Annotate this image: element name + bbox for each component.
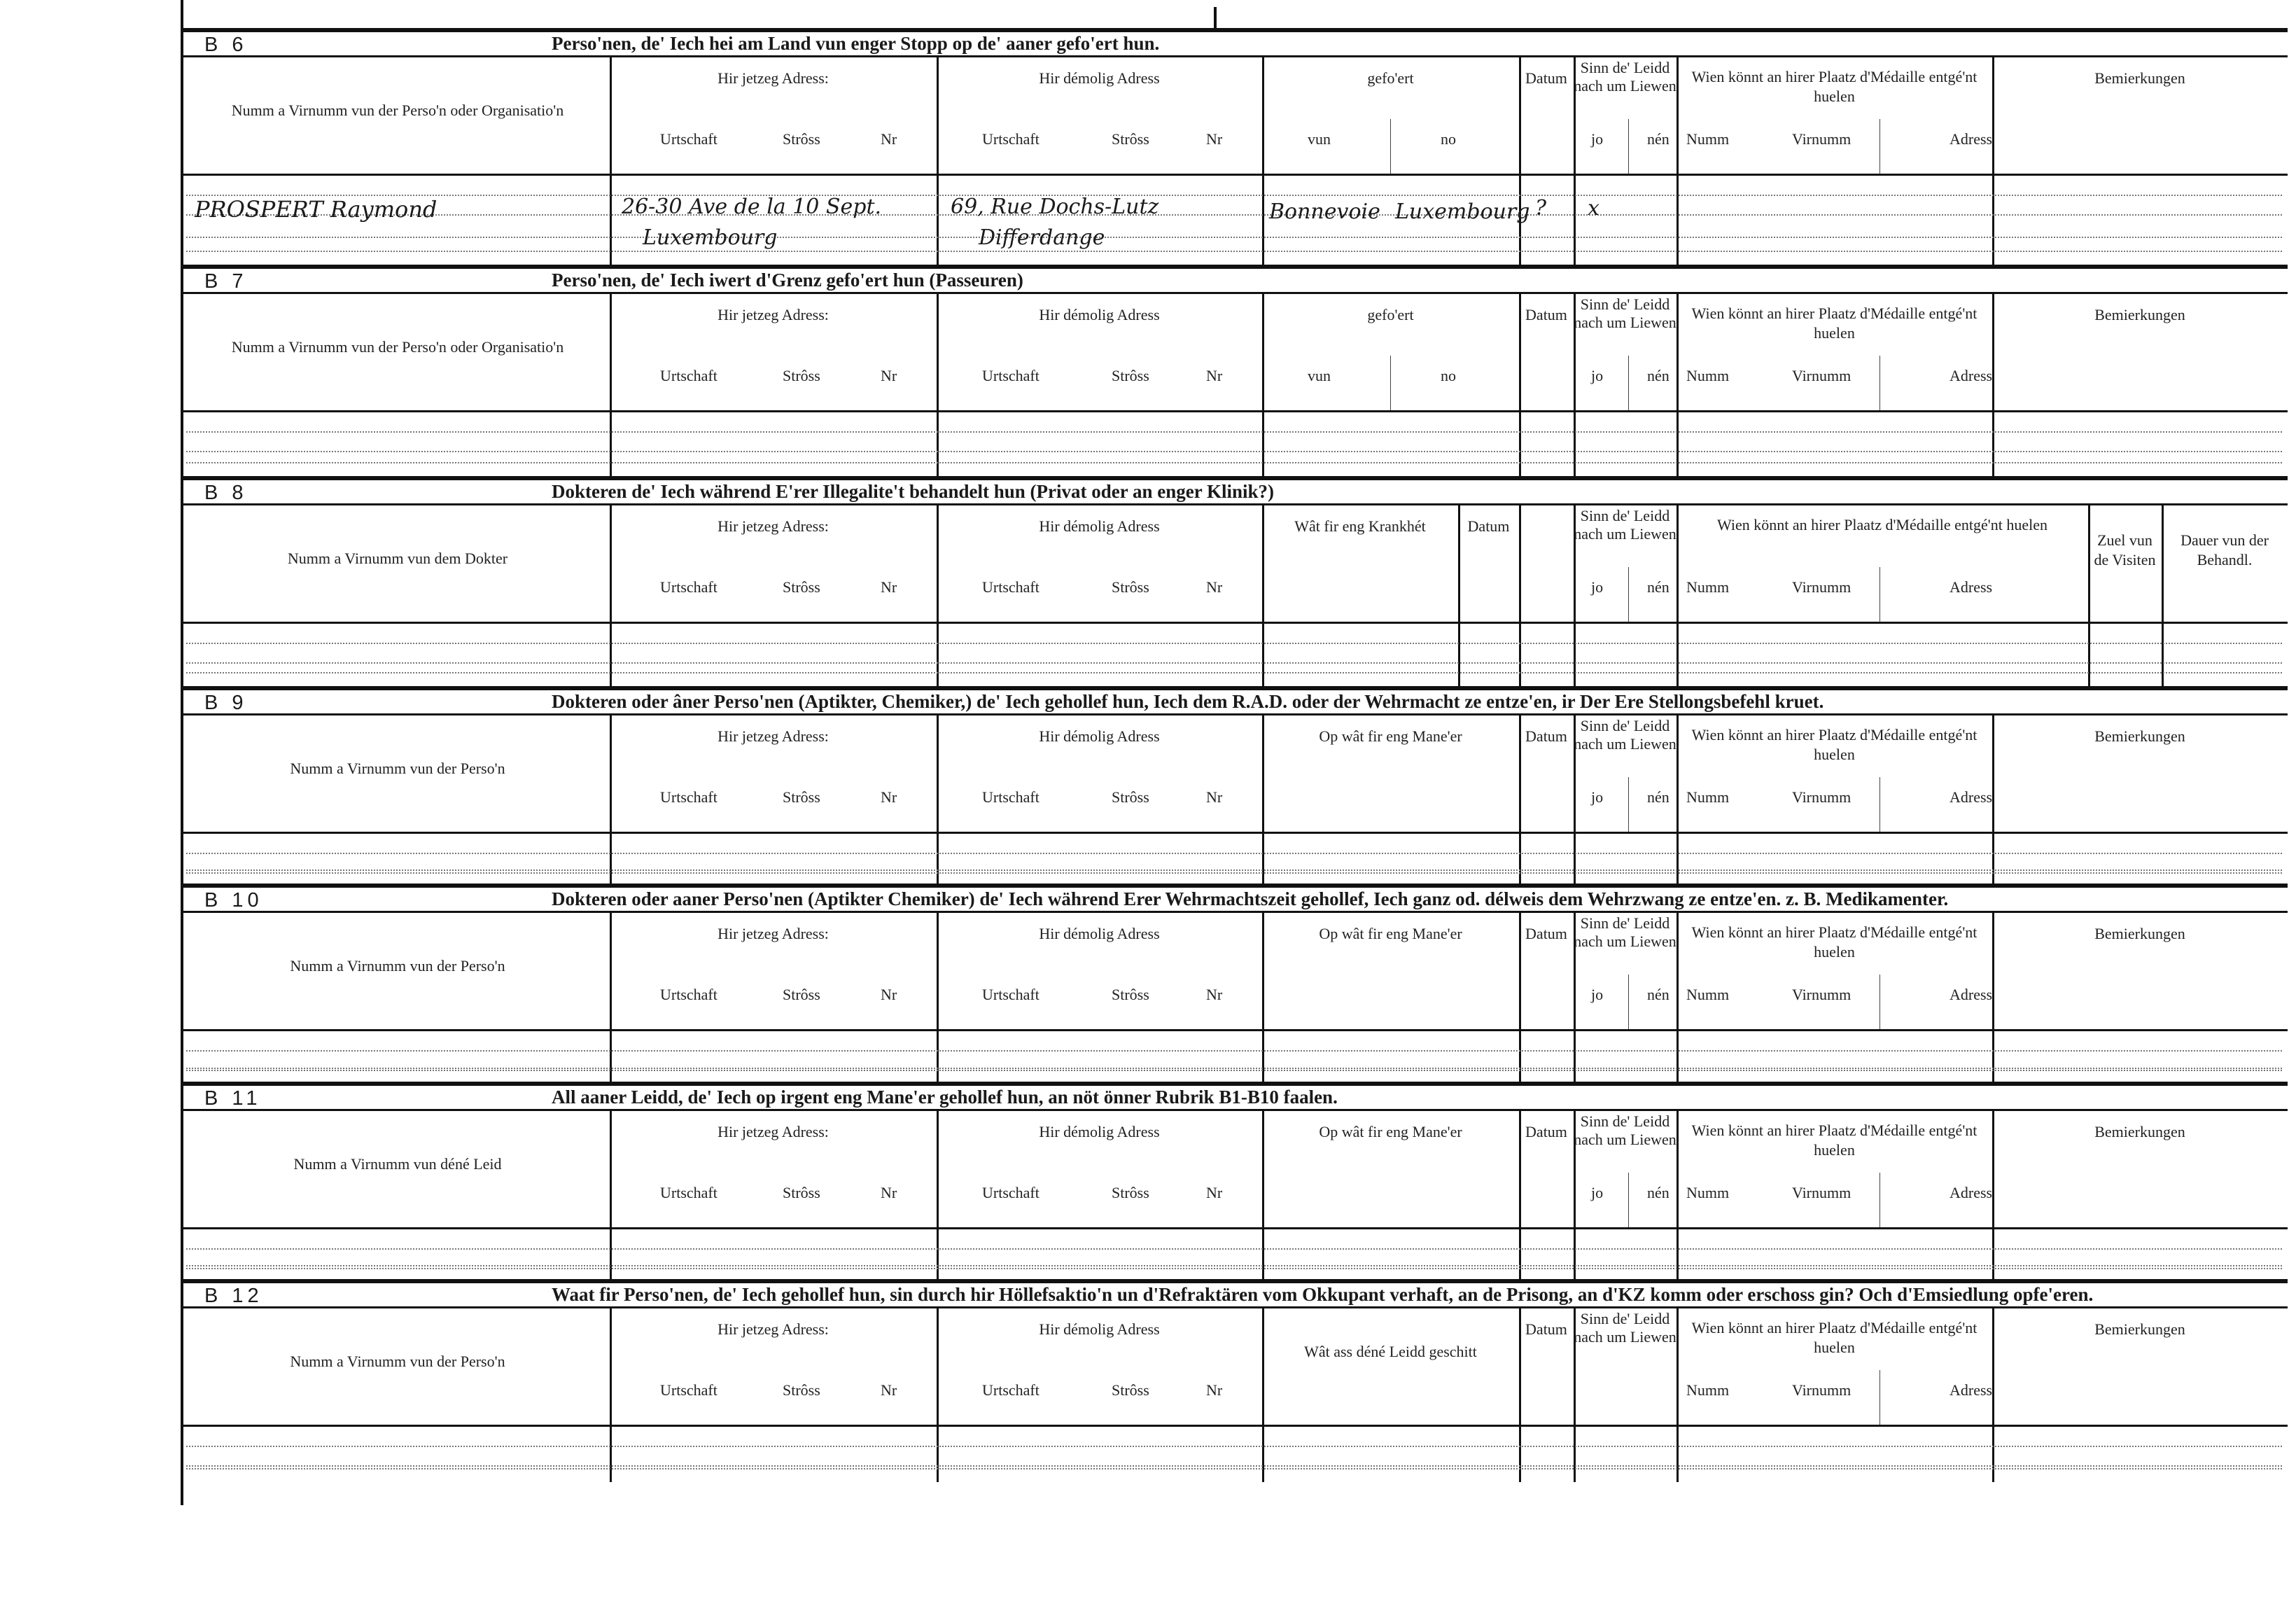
entry-line[interactable] (186, 462, 2282, 463)
subheader-nr: Nr (881, 788, 897, 806)
section-b9 (181, 686, 2288, 884)
subheader-divider (1628, 1173, 1629, 1227)
section-title: Perso'nen, de' Iech hei am Land vun enger Stopp op de' aaner gefo'ert hun. (552, 33, 1160, 54)
subheader-medal-address: Adress (1949, 367, 1993, 384)
subheader-locality: Urtschaft (660, 986, 718, 1003)
subheader-medal-address: Adress (1949, 578, 1993, 596)
subheader-street: Strôss (783, 367, 820, 384)
subheader-nr: Nr (1206, 1184, 1223, 1201)
header-divider (181, 622, 2288, 624)
column-header-date: Datum (1525, 306, 1567, 323)
header-divider (181, 410, 2288, 412)
column-header-former-address: Hir démolig Adress (1039, 925, 1160, 942)
column-header-medal: Wien könnt an hirer Plaatz d'Médaille entgé'nt huelen (1691, 1122, 1977, 1159)
subheader-from: vun (1308, 130, 1331, 148)
subheader-medal-name: Numm (1686, 578, 1730, 596)
entry-line[interactable] (186, 1265, 2282, 1266)
subheader-nr: Nr (881, 578, 897, 596)
entry-line[interactable] (186, 451, 2282, 452)
subheader-street: Strôss (783, 788, 820, 806)
entry-line[interactable] (186, 870, 2282, 871)
subheader-divider (1879, 777, 1880, 832)
subheader-no: nén (1647, 986, 1670, 1003)
subheader-medal-firstname: Virnumm (1792, 367, 1851, 384)
column-header-date: Datum (1525, 69, 1567, 87)
subheader-divider (1879, 975, 1880, 1029)
subheader-no: nén (1647, 130, 1670, 148)
column-header-current-address: Hir jetzeg Adress: (718, 727, 829, 745)
subheader-from: vun (1308, 367, 1331, 384)
subheader-locality: Urtschaft (660, 1184, 718, 1201)
section-header (181, 1082, 2288, 1111)
subheader-locality: Urtschaft (660, 578, 718, 596)
subheader-medal-firstname: Virnumm (1792, 788, 1851, 806)
column-header-medal: Wien könnt an hirer Plaatz d'Médaille entgé'nt huelen (1691, 305, 1977, 342)
subheader-locality: Urtschaft (660, 130, 718, 148)
handwritten-former-address[interactable]: 69, Rue Dochs-Lutz (951, 195, 1159, 219)
header-divider (181, 832, 2288, 834)
column-divider (1519, 57, 1521, 265)
column-header-name: Numm a Virnumm vun der Perso'n oder Organisatio'n (231, 102, 564, 119)
subheader-divider (1628, 567, 1629, 622)
entry-line[interactable] (186, 1070, 2282, 1071)
subheader-yes: jo (1591, 788, 1604, 806)
subheader-nr: Nr (881, 130, 897, 148)
handwritten-former-locality[interactable]: Differdange (979, 225, 1105, 250)
subheader-divider (1879, 1173, 1880, 1227)
subheader-street: Strôss (1112, 367, 1149, 384)
subheader-yes: jo (1591, 1184, 1604, 1201)
subheader-medal-name: Numm (1686, 788, 1730, 806)
entry-line[interactable] (186, 195, 2282, 196)
subheader-locality: Urtschaft (982, 986, 1040, 1003)
column-divider (1519, 505, 1521, 686)
section-header (181, 884, 2288, 913)
subheader-locality: Urtschaft (982, 1381, 1040, 1399)
entry-line[interactable] (186, 672, 2282, 673)
subheader-medal-address: Adress (1949, 986, 1993, 1003)
column-header-alive: Sinn de' Leidd nach um Liewen (1574, 1310, 1676, 1346)
entry-line[interactable] (186, 1468, 2282, 1469)
column-divider (1262, 1308, 1264, 1482)
header-divider (181, 1029, 2288, 1031)
header-divider (181, 174, 2288, 176)
section-header (181, 686, 2288, 715)
subheader-divider (1879, 119, 1880, 174)
column-header-alive: Sinn de' Leidd nach um Liewen (1574, 1112, 1676, 1148)
subheader-medal-name: Numm (1686, 367, 1730, 384)
subheader-medal-address: Adress (1949, 130, 1993, 148)
column-header-alive: Sinn de' Leidd nach um Liewen (1574, 295, 1676, 331)
section-title: Perso'nen, de' Iech iwert d'Grenz gefo'ert hun (Passeuren) (552, 270, 1023, 291)
entry-line[interactable] (186, 662, 2282, 664)
column-header-name: Numm a Virnumm vun der Perso'n (290, 1353, 505, 1370)
subheader-medal-firstname: Virnumm (1792, 578, 1851, 596)
section-title: Dokteren de' Iech während E'rer Illegalite't behandelt hun (Privat oder an enger Klinik?) (552, 481, 1275, 502)
column-header-medal: Wien könnt an hirer Plaatz d'Médaille entgé'nt huelen (1717, 516, 2047, 533)
subheader-divider (1628, 356, 1629, 410)
subheader-nr: Nr (881, 986, 897, 1003)
subheader-yes: jo (1591, 578, 1604, 596)
column-header-remarks: Bemierkungen (2094, 925, 2185, 942)
column-header-date: Datum (1467, 517, 1510, 535)
column-header-alive: Sinn de' Leidd nach um Liewen (1574, 59, 1676, 95)
subheader-locality: Urtschaft (982, 578, 1040, 596)
column-header-duration: Dauer vun der Behandl. (2180, 531, 2269, 568)
column-header-driven: gefo'ert (1367, 306, 1414, 323)
section-id: B 12 (204, 1285, 263, 1307)
handwritten-alive-yes[interactable]: x (1588, 196, 1600, 221)
subheader-street: Strôss (1112, 1184, 1149, 1201)
section-id: B 9 (204, 692, 248, 714)
subheader-locality: Urtschaft (660, 1381, 718, 1399)
column-header-date: Datum (1525, 1320, 1567, 1338)
subheader-street: Strôss (783, 130, 820, 148)
column-header-manner: Op wât fir eng Mane'er (1319, 727, 1462, 745)
column-header-name: Numm a Virnumm vun dem Dokter (287, 550, 508, 567)
subheader-divider (1390, 356, 1391, 410)
section-b10 (181, 884, 2288, 1082)
subheader-nr: Nr (1206, 788, 1223, 806)
subheader-yes: jo (1591, 986, 1604, 1003)
subheader-locality: Urtschaft (660, 367, 718, 384)
column-header-former-address: Hir démolig Adress (1039, 1320, 1160, 1338)
section-header (181, 28, 2288, 57)
subheader-divider (1628, 777, 1629, 832)
subheader-to: no (1441, 367, 1456, 384)
column-header-remarks: Bemierkungen (2094, 1123, 2185, 1140)
column-header-illness: Wât fir eng Krankhét (1294, 517, 1426, 535)
section-b11 (181, 1082, 2288, 1279)
column-header-name: Numm a Virnumm vun der Perso'n (290, 957, 505, 975)
column-header-medal: Wien könnt an hirer Plaatz d'Médaille entgé'nt huelen (1691, 923, 1977, 961)
subheader-nr: Nr (1206, 986, 1223, 1003)
subheader-street: Strôss (1112, 986, 1149, 1003)
subheader-no: nén (1647, 1184, 1670, 1201)
subheader-street: Strôss (1112, 788, 1149, 806)
section-title: Dokteren oder âner Perso'nen (Aptikter, Chemiker,) de' Iech gehollef hun, Iech dem R.A.D. oder der Wehrmacht ze entze'en, ir Der Ere Stellongsbefehl kruet. (552, 691, 1824, 712)
section-header (181, 1279, 2288, 1308)
subheader-medal-name: Numm (1686, 1184, 1730, 1201)
subheader-nr: Nr (1206, 130, 1223, 148)
subheader-divider (1628, 975, 1629, 1029)
header-divider (181, 1227, 2288, 1229)
subheader-divider (1879, 356, 1880, 410)
column-header-current-address: Hir jetzeg Adress: (718, 69, 829, 87)
subheader-medal-name: Numm (1686, 130, 1730, 148)
column-header-current-address: Hir jetzeg Adress: (718, 306, 829, 323)
section-header (181, 265, 2288, 294)
subheader-street: Strôss (783, 578, 820, 596)
subheader-no: nén (1647, 367, 1670, 384)
subheader-medal-address: Adress (1949, 788, 1993, 806)
column-header-alive: Sinn de' Leidd nach um Liewen (1574, 717, 1676, 753)
column-header-visits: Zuel vun de Visiten (2094, 531, 2156, 568)
subheader-divider (1390, 119, 1391, 174)
column-header-former-address: Hir démolig Adress (1039, 306, 1160, 323)
handwritten-from[interactable]: Bonnevoie (1269, 200, 1380, 224)
subheader-divider (1628, 119, 1629, 174)
subheader-locality: Urtschaft (660, 788, 718, 806)
section-id: B 6 (204, 34, 248, 56)
section-id: B 11 (204, 1087, 262, 1110)
column-header-current-address: Hir jetzeg Adress: (718, 1123, 829, 1140)
column-header-former-address: Hir démolig Adress (1039, 727, 1160, 745)
column-divider (610, 57, 612, 265)
section-b12 (181, 1279, 2288, 1482)
entry-line[interactable] (186, 643, 2282, 644)
entry-line[interactable] (186, 251, 2282, 252)
column-header-name: Numm a Virnumm vun déné Leid (293, 1155, 502, 1173)
section-id: B 10 (204, 889, 263, 912)
section-id: B 8 (204, 482, 248, 504)
handwritten-date[interactable]: ? (1535, 196, 1547, 221)
column-header-remarks: Bemierkungen (2094, 1320, 2185, 1338)
subheader-locality: Urtschaft (982, 1184, 1040, 1201)
section-title: Dokteren oder aaner Perso'nen (Aptikter Chemiker) de' Iech während Erer Wehrmachtszeit gehollef, Iech ganz od. délweis dem Wehrzwang ze entze'en. z. B. Medikamenter. (552, 888, 1949, 909)
column-header-manner: Op wât fir eng Mane'er (1319, 1123, 1462, 1140)
subheader-street: Strôss (1112, 1381, 1149, 1399)
column-header-driven: gefo'ert (1367, 69, 1414, 87)
subheader-medal-firstname: Virnumm (1792, 986, 1851, 1003)
subheader-medal-firstname: Virnumm (1792, 130, 1851, 148)
column-header-what-happened: Wât ass déné Leidd geschitt (1304, 1343, 1477, 1360)
column-header-name: Numm a Virnumm vun der Perso'n (290, 760, 505, 777)
subheader-medal-name: Numm (1686, 986, 1730, 1003)
handwritten-name[interactable]: PROSPERT Raymond (195, 196, 438, 223)
column-header-alive: Sinn de' Leidd nach um Liewen (1574, 507, 1676, 543)
subheader-divider (1879, 567, 1880, 622)
column-divider (1262, 57, 1264, 265)
subheader-medal-firstname: Virnumm (1792, 1381, 1851, 1399)
column-header-name: Numm a Virnumm vun der Perso'n oder Organisatio'n (231, 338, 564, 356)
entry-line[interactable] (186, 431, 2282, 433)
subheader-nr: Nr (1206, 367, 1223, 384)
column-divider (937, 57, 939, 265)
subheader-nr: Nr (881, 367, 897, 384)
column-header-former-address: Hir démolig Adress (1039, 1123, 1160, 1140)
column-header-medal: Wien könnt an hirer Plaatz d'Médaille entgé'nt huelen (1691, 1319, 1977, 1356)
subheader-street: Strôss (1112, 130, 1149, 148)
handwritten-current-address[interactable]: 26-30 Ave de la 10 Sept. (622, 195, 882, 219)
column-header-remarks: Bemierkungen (2094, 69, 2185, 87)
column-header-date: Datum (1525, 727, 1567, 745)
section-id: B 7 (204, 270, 248, 293)
subheader-medal-firstname: Virnumm (1792, 1184, 1851, 1201)
column-header-current-address: Hir jetzeg Adress: (718, 1320, 829, 1338)
subheader-medal-address: Adress (1949, 1184, 1993, 1201)
subheader-nr: Nr (881, 1184, 897, 1201)
subheader-nr: Nr (881, 1381, 897, 1399)
section-title: Waat fir Perso'nen, de' Iech gehollef hun, sin durch hir Höllefsaktio'n un d'Refraktären vom Okkupant verhaft, an de Prisong, an d'KZ komm oder erschoss gin? Och d'Emsiedlung opfe'eren. (552, 1284, 2094, 1305)
column-header-medal: Wien könnt an hirer Plaatz d'Médaille entgé'nt huelen (1691, 68, 1977, 105)
column-header-former-address: Hir démolig Adress (1039, 69, 1160, 87)
subheader-yes: jo (1591, 130, 1604, 148)
column-header-date: Datum (1525, 925, 1567, 942)
subheader-locality: Urtschaft (982, 130, 1040, 148)
entry-line[interactable] (186, 237, 2282, 238)
section-b6 (181, 28, 2288, 265)
entry-line[interactable] (186, 1465, 2282, 1467)
subheader-no: nén (1647, 578, 1670, 596)
entry-line[interactable] (186, 853, 2282, 854)
entry-line[interactable] (186, 214, 2282, 216)
column-header-date: Datum (1525, 1123, 1567, 1140)
subheader-street: Strôss (783, 1381, 820, 1399)
entry-line[interactable] (186, 1268, 2282, 1269)
section-header (181, 476, 2288, 505)
subheader-street: Strôss (783, 1184, 820, 1201)
entry-line[interactable] (186, 1050, 2282, 1052)
header-divider (181, 1425, 2288, 1427)
entry-line[interactable] (186, 1446, 2282, 1447)
column-divider (1992, 57, 1994, 265)
subheader-medal-address: Adress (1949, 1381, 1993, 1399)
handwritten-current-locality[interactable]: Luxembourg (643, 225, 778, 250)
subheader-to: no (1441, 130, 1456, 148)
section-title: All aaner Leidd, de' Iech op irgent eng Mane'er gehollef hun, an nöt önner Rubrik B1-B10 faalen. (552, 1087, 1338, 1108)
column-header-current-address: Hir jetzeg Adress: (718, 517, 829, 535)
section-b7 (181, 265, 2288, 476)
entry-line[interactable] (186, 1248, 2282, 1250)
subheader-no: nén (1647, 788, 1670, 806)
column-header-current-address: Hir jetzeg Adress: (718, 925, 829, 942)
subheader-nr: Nr (1206, 578, 1223, 596)
entry-line[interactable] (186, 872, 2282, 874)
entry-line[interactable] (186, 1068, 2282, 1069)
subheader-nr: Nr (1206, 1381, 1223, 1399)
section-b8 (181, 476, 2288, 686)
subheader-yes: jo (1591, 367, 1604, 384)
column-header-remarks: Bemierkungen (2094, 727, 2185, 745)
subheader-locality: Urtschaft (982, 788, 1040, 806)
column-header-former-address: Hir démolig Adress (1039, 517, 1160, 535)
subheader-street: Strôss (783, 986, 820, 1003)
handwritten-to[interactable]: Luxembourg (1395, 200, 1530, 224)
form-sheet (181, 28, 2288, 1491)
column-header-medal: Wien könnt an hirer Plaatz d'Médaille entgé'nt huelen (1691, 726, 1977, 763)
subheader-medal-name: Numm (1686, 1381, 1730, 1399)
subheader-street: Strôss (1112, 578, 1149, 596)
column-header-remarks: Bemierkungen (2094, 306, 2185, 323)
column-header-alive: Sinn de' Leidd nach um Liewen (1574, 914, 1676, 950)
subheader-divider (1879, 1370, 1880, 1425)
subheader-locality: Urtschaft (982, 367, 1040, 384)
column-header-manner: Op wât fir eng Mane'er (1319, 925, 1462, 942)
